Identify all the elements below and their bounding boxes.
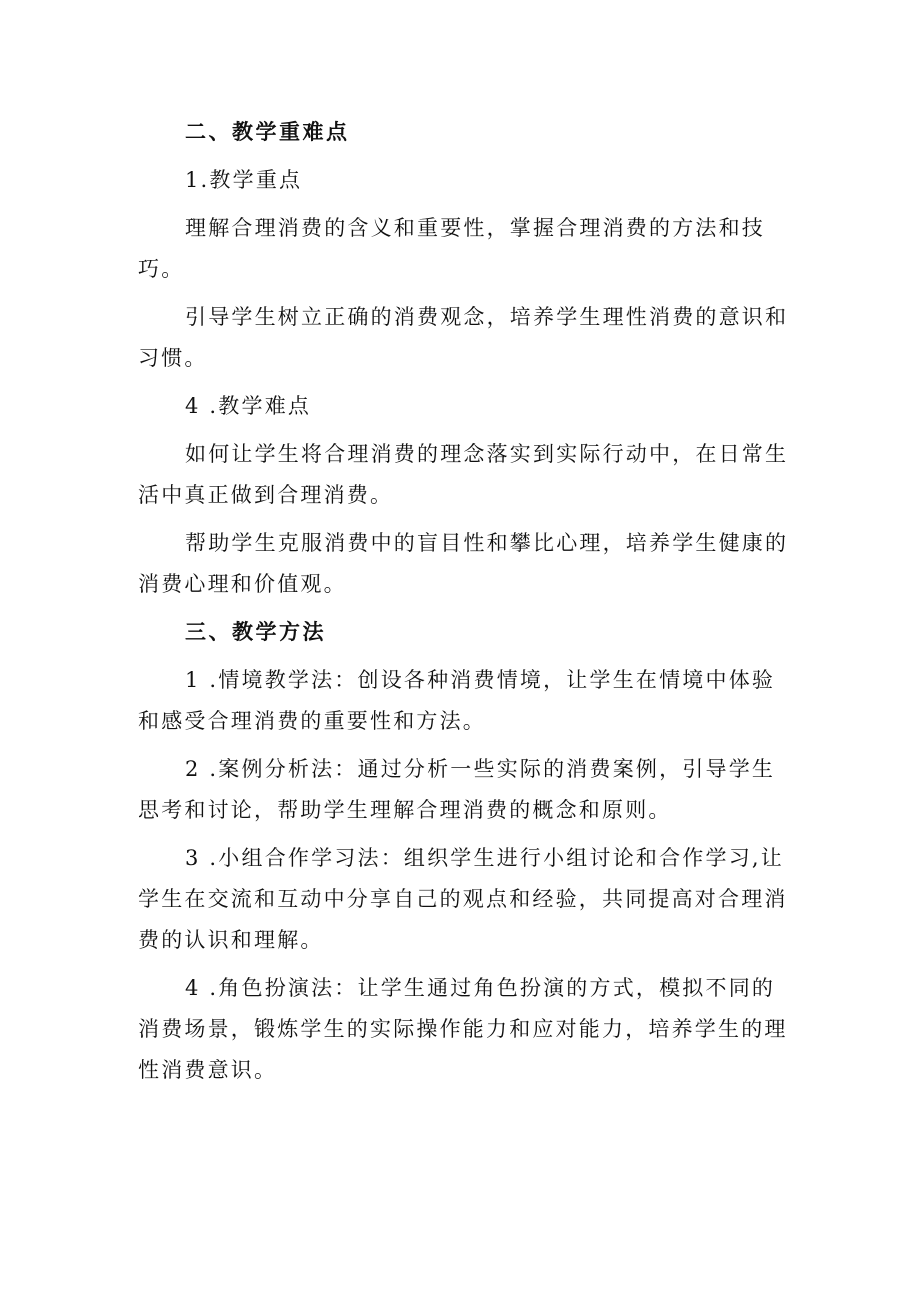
document-body [138, 112, 798, 1098]
paragraph-method-1: 1 .情境教学法：创设各种消费情境，让学生在情境中体验和感受合理消费的重要性和方法。 [138, 668, 776, 733]
paragraph-key-point-2: 引导学生树立正确的消费观念，培养学生理性消费的意识和习惯。 [138, 305, 789, 370]
section-heading-teaching-key-difficult: 二、教学重难点 [185, 120, 350, 144]
paragraph-method-3: 3 .小组合作学习法：组织学生进行小组讨论和合作学习,让学生在交流和互动中分享自己的观点和经验，共同提高对合理消费的认识和理解。 [138, 846, 788, 952]
section-heading-teaching-methods: 三、教学方法 [185, 620, 326, 644]
paragraph-difficult-point-1: 如何让学生将合理消费的理念落实到实际行动中，在日常生活中真正做到合理消费。 [138, 442, 789, 507]
paragraph-method-2: 2 .案例分析法：通过分析一些实际的消费案例，引导学生思考和讨论，帮助学生理解合理消费的概念和原则。 [138, 757, 776, 822]
paragraph-key-point-1: 理解合理消费的含义和重要性，掌握合理消费的方法和技巧。 [138, 216, 765, 281]
subheading-key-points: 1.教学重点 [185, 168, 303, 192]
paragraph-difficult-point-2: 帮助学生克服消费中的盲目性和攀比心理，培养学生健康的消费心理和价值观。 [138, 531, 789, 596]
subheading-difficult-points: 4 .教学难点 [185, 394, 312, 418]
paragraph-method-4: 4 .角色扮演法：让学生通过角色扮演的方式，模拟不同的消费场景，锻炼学生的实际操作能力和应对能力，培养学生的理性消费意识。 [138, 976, 788, 1082]
